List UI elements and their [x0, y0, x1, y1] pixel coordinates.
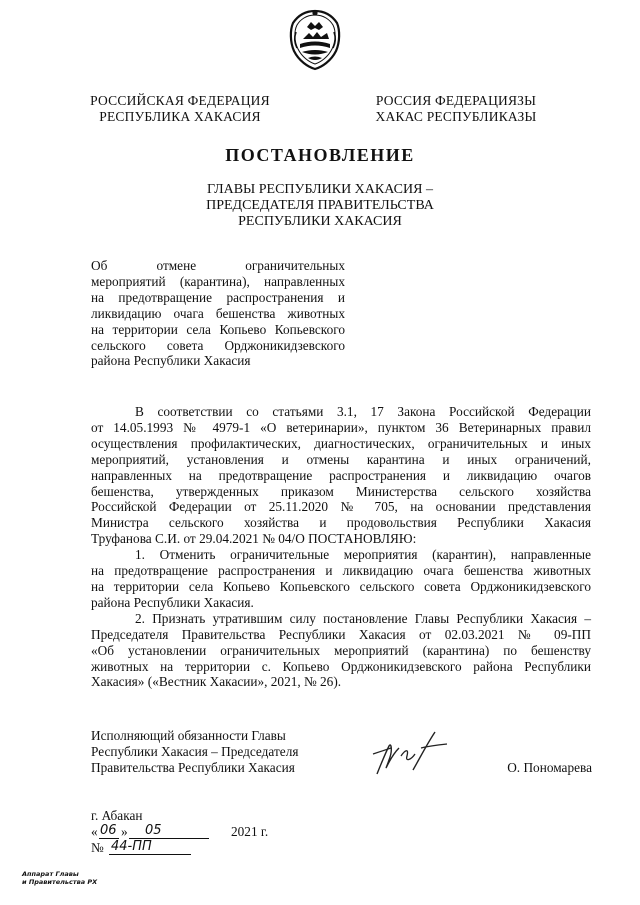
item-2-paragraph — [91, 611, 591, 691]
body-line: на предотвращение распространения и ликвидацию очага бешенства животных — [91, 563, 591, 579]
header-right-line1: РОССИЯ ФЕДЕРАЦИЯЗЫ — [375, 93, 537, 108]
subject-line: района Республики Хакасия — [91, 353, 251, 369]
preamble-paragraph — [91, 404, 591, 547]
item-1-paragraph — [91, 547, 591, 611]
document-subtitle — [170, 182, 470, 230]
document-number: 44-ПП — [111, 839, 152, 854]
stamp-line: Аппарат Главы — [22, 870, 79, 878]
subject-line: сельского совета Орджоникидзевского — [91, 337, 345, 353]
header-right-line2: ХАКАС РЕСПУБЛИКАЗЫ — [375, 109, 537, 124]
position-line: Республики Хакасия – Председателя — [91, 743, 299, 759]
body-line: Хакасия» («Вестник Хакасии», 2021, № 26). — [91, 674, 342, 690]
subject-line: ликвидацию очага бешенства животных — [91, 305, 345, 321]
body-line: района Республики Хакасия. — [91, 594, 254, 610]
date-day: 06 — [100, 823, 117, 838]
header-left — [85, 93, 275, 125]
date-close-quote: » — [121, 824, 128, 839]
coat-of-arms-emblem — [288, 8, 342, 72]
body-line: 2. Признать утратившим силу постановление Главы Республики Хакасия – — [135, 610, 591, 626]
body-line: осуществления профилактических, диагностических, ограничительных и иных — [91, 435, 591, 451]
subject-line: на предотвращение распространения и — [91, 289, 345, 305]
body-line: «Об установлении ограничительных мероприятий (карантина) по бешенству — [91, 642, 591, 658]
number-line — [91, 840, 201, 858]
signatory-position — [91, 728, 351, 776]
document-body — [91, 404, 591, 690]
body-line: бешенства, утвержденных приказом Министерства сельского хозяйства — [91, 483, 591, 499]
body-line: направленных на предотвращение распространения и ликвидацию очагов — [91, 467, 591, 483]
subject-block — [91, 258, 345, 369]
header-right — [356, 93, 556, 125]
subtitle-line: ГЛАВЫ РЕСПУБЛИКИ ХАКАСИЯ – — [207, 182, 433, 197]
body-line: Министра сельского хозяйства и продовольствия Республики Хакасия — [91, 515, 591, 531]
date-open-quote: « — [91, 824, 98, 839]
signatory-name: О. Пономарева — [507, 760, 592, 775]
subject-line: на территории села Копьево Копьевского — [91, 321, 345, 337]
body-line: Российской Федерации от 25.11.2020 № 705, на основании представления — [91, 499, 591, 515]
body-line: на территории села Копьево Копьевского сельского совета Орджоникидзевского — [91, 578, 591, 594]
header-left-line1: РОССИЙСКАЯ ФЕДЕРАЦИЯ — [90, 93, 270, 108]
body-line: мероприятий, установления и отмены карантина и иных ограничений, — [91, 451, 591, 467]
place-city: г. Абакан — [91, 808, 143, 823]
body-line: В соответствии со статьями 3.1, 17 Закона Российской Федерации — [135, 404, 591, 419]
position-line: Правительства Республики Хакасия — [91, 759, 295, 775]
number-prefix: № — [91, 840, 104, 855]
body-line: 1. Отменить ограничительные мероприятия (карантин), направленные — [135, 547, 591, 563]
position-line: Исполняющий обязанности Главы — [91, 728, 286, 743]
subject-line: Об отмене ограничительных — [91, 258, 345, 273]
header-left-line2: РЕСПУБЛИКА ХАКАСИЯ — [99, 109, 261, 124]
handwritten-signature — [365, 726, 455, 782]
registration-stamp — [22, 870, 102, 886]
stamp-line: и Правительства РХ — [22, 878, 98, 886]
subtitle-line: РЕСПУБЛИКИ ХАКАСИЯ — [238, 214, 402, 229]
document-title: ПОСТАНОВЛЕНИЕ — [225, 145, 415, 165]
body-line: Труфанова С.И. от 29.04.2021 № 04/О ПОСТАНОВЛЯЮ: — [91, 531, 417, 547]
body-line: животных на территории с. Копьево Орджоникидзевского района Республики — [91, 658, 591, 674]
body-line: от 14.05.1993 № 4979-1 «О ветеринарии», пунктом 36 Ветеринарных правил — [91, 419, 591, 435]
body-line: Председателя Правительства Республики Хакасия от 02.03.2021 № 09-ПП — [91, 626, 591, 642]
date-year: 2021 г. — [231, 824, 269, 839]
subject-line: мероприятий (карантина), направленных — [91, 273, 345, 289]
subtitle-line: ПРЕДСЕДАТЕЛЯ ПРАВИТЕЛЬСТВА — [206, 198, 434, 213]
date-month: 05 — [145, 823, 162, 838]
